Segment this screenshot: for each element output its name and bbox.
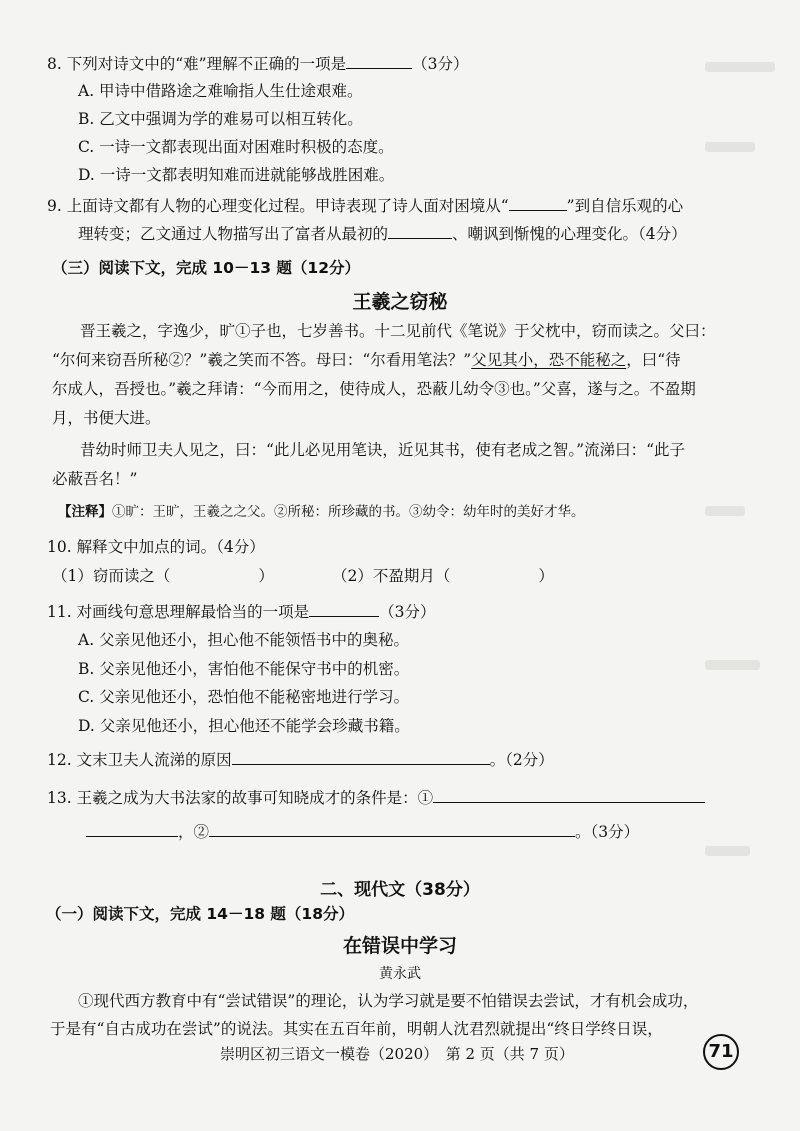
article-title: 在错误中学习: [342, 935, 457, 957]
article-p1-line2: 于是有“自古成功在尝试”的说法。其实在五百年前，明朝人沈君烈就提出“终日学终日误，: [50, 1020, 663, 1038]
q13-line2: ，② 。（3分）: [86, 820, 639, 842]
passage-p1-line1: 晋王羲之，字逸少，旷①子也，七岁善书。十二见前代《笔说》于父枕中，窃而读之。父曰：: [80, 322, 716, 340]
page-badge: 71: [703, 1034, 739, 1070]
q10-item2: （2）不盈期月（ ）: [332, 567, 554, 585]
passage-p1-line3: 尔成人，吾授也。”羲之拜请：“今而用之，使待成人，恐蔽儿幼令③也。”父喜，遂与之。不盈期: [52, 380, 696, 398]
q13-stem: 13. 王羲之成为大书法家的故事可知晓成才的条件是：①: [47, 786, 705, 808]
bleed-through-mark: [705, 846, 750, 856]
passage-p1-line4: 月，书便大进。: [52, 409, 161, 427]
bleed-through-mark: [705, 506, 745, 516]
q11-stem: 11. 对画线句意思理解最恰当的一项是 （3分）: [47, 600, 435, 622]
q8-stem: 8. 下列对诗文中的“难”理解不正确的一项是 （3分）: [47, 52, 468, 74]
bleed-through-mark: [705, 142, 755, 152]
passage-p2-line1: 昔幼时师卫夫人见之，曰：“此儿必见用笔诀，近见其书，使有老成之智。”流涕曰：“此子: [80, 441, 686, 459]
q11-option-b: B. 父亲见他还小，害怕他不能保守书中的机密。: [78, 660, 410, 678]
bleed-through-mark: [705, 62, 775, 72]
q11-option-c: C. 父亲见他还小，恐怕他不能秘密地进行学习。: [78, 688, 410, 706]
q10-item1: （1）窃而读之（ ）: [52, 567, 274, 585]
q8-option-d: D. 一诗一文都表明知难而进就能够战胜困难。: [78, 166, 395, 184]
q8-option-b: B. 乙文中强调为学的难易可以相互转化。: [78, 110, 363, 128]
section3-heading: （三）阅读下文，完成 10－13 题（12分）: [52, 259, 361, 277]
q8-option-c: C. 一诗一文都表现出面对困难时积极的态度。: [78, 138, 394, 156]
article-p1-line1: ①现代西方教育中有“尝试错误”的理论，认为学习就是要不怕错误去尝试，才有机会成功，: [78, 992, 699, 1010]
q8-option-a: A. 甲诗中借路途之难喻指人生仕途艰难。: [78, 82, 363, 100]
page-footer: 崇明区初三语文一模卷（2020） 第 2 页（共 7 页）: [220, 1045, 574, 1063]
q11-option-a: A. 父亲见他还小，担心他不能领悟书中的奥秘。: [78, 631, 410, 649]
passage-p2-line2: 必蔽吾名！”: [52, 470, 138, 488]
part2-heading: 二、现代文（38分）: [320, 880, 480, 900]
bleed-through-mark: [705, 660, 760, 670]
passage-notes: 【注释】①旷：王旷，王羲之之父。②所秘：所珍藏的书。③幼令：幼年时的美好才华。: [58, 504, 585, 520]
q11-option-d: D. 父亲见他还小，担心他还不能学会珍藏书籍。: [78, 717, 410, 735]
q9-line1: 9. 上面诗文都有人物的心理变化过程。甲诗表现了诗人面对困境从“ ”到自信乐观的心: [47, 194, 683, 216]
underlined-sentence: 父见其小，恐不能秘之: [471, 351, 627, 369]
passage-p1-line2: “尔何来窃吾所秘②？”羲之笑而不答。母曰：“尔看用笔法？”父见其小，恐不能秘之，曰“待: [52, 351, 681, 369]
part2-subheading: （一）阅读下文，完成 14－18 题（18分）: [46, 905, 355, 923]
article-author: 黄永武: [379, 966, 421, 982]
q12-stem: 12. 文末卫夫人流涕的原因 。（2分）: [47, 748, 554, 770]
q10-stem: 10. 解释文中加点的词。（4分）: [47, 538, 265, 556]
passage-title: 王羲之窃秘: [352, 291, 448, 313]
q9-line2: 理转变；乙文通过人物描写出了富者从最初的 、嘲讽到惭愧的心理变化。（4分）: [78, 222, 687, 244]
